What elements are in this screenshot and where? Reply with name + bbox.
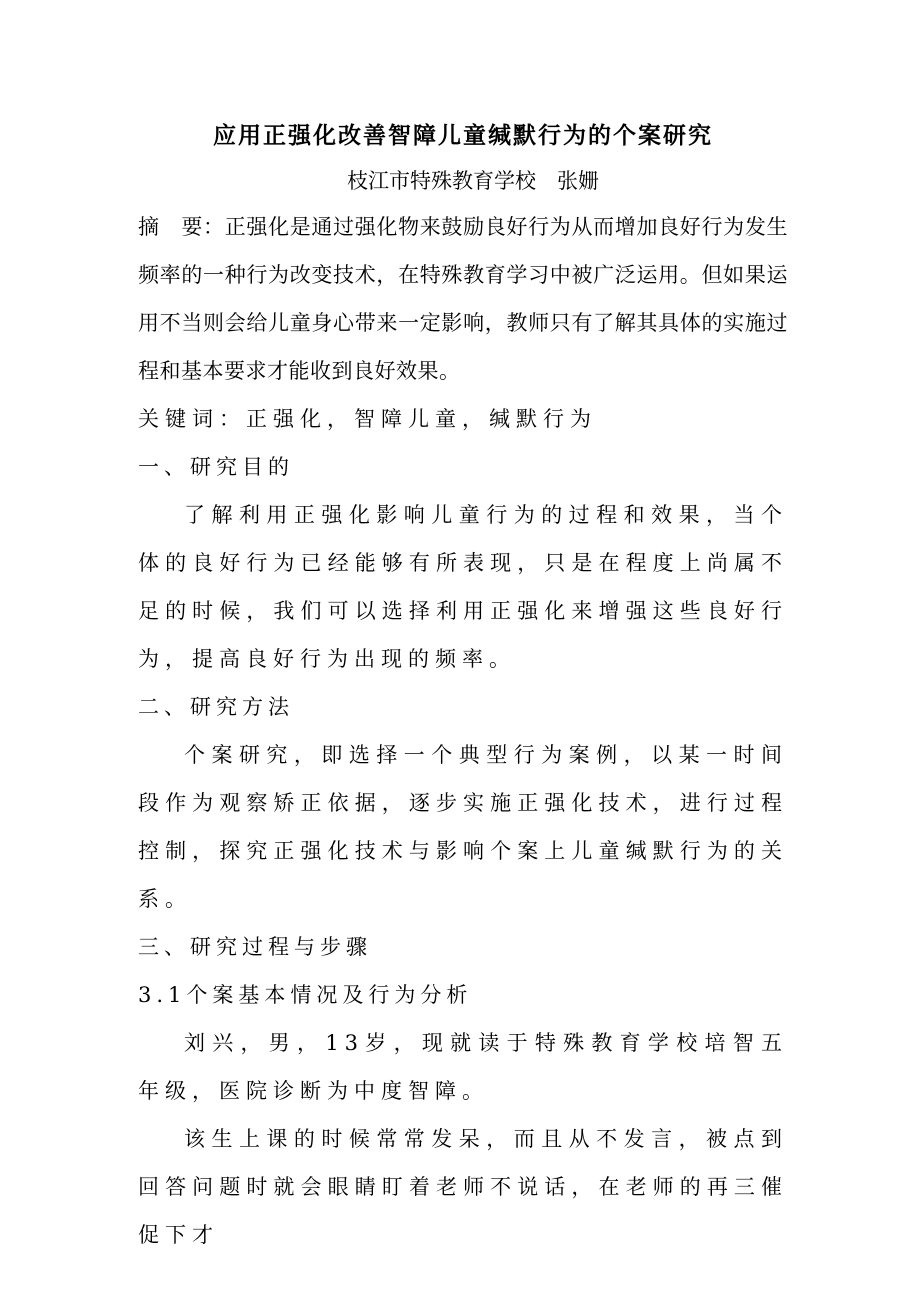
- abstract-paragraph: 摘 要：正强化是通过强化物来鼓励良好行为从而增加良好行为发生频率的一种行为改变技术，在特殊教育学习中被广泛运用。但如果运用不当则会给儿童身心带来一定影响，教师只有了解其具体的实施过程和基本要求才能收到良好效果。: [138, 215, 788, 383]
- section-paragraph-objective: 了解利用正强化影响儿童行为的过程和效果，当个体的良好行为已经能够有所表现，只是在程度上尚属不足的时候，我们可以选择利用正强化来增强这些良好行为，提高良好行为出现的频率。: [138, 503, 788, 671]
- author-line: 枝江市特殊教育学校 张姗: [347, 169, 599, 193]
- document-body: [138, 113, 788, 1259]
- section-heading-objective: 一、研究目的: [138, 455, 294, 479]
- section-heading-process: 三、研究过程与步骤: [138, 935, 372, 959]
- subsection-heading-case: 3.1个案基本情况及行为分析: [138, 983, 473, 1007]
- case-paragraph-behavior: 该生上课的时候常常发呆，而且从不发言，被点到回答问题时就会眼睛盯着老师不说话，在老师的再三催促下才: [138, 1127, 788, 1247]
- document-title: 应用正强化改善智障儿童缄默行为的个案研究: [213, 122, 713, 149]
- keywords-line: 关键词：正强化，智障儿童，缄默行为: [138, 407, 597, 431]
- case-paragraph-basic-info: 刘兴，男，13岁，现就读于特殊教育学校培智五年级，医院诊断为中度智障。: [138, 1031, 788, 1103]
- section-heading-method: 二、研究方法: [138, 695, 294, 719]
- section-paragraph-method: 个案研究，即选择一个典型行为案例，以某一时间段作为观察矫正依据，逐步实施正强化技术，进行过程控制，探究正强化技术与影响个案上儿童缄默行为的关系。: [138, 743, 788, 911]
